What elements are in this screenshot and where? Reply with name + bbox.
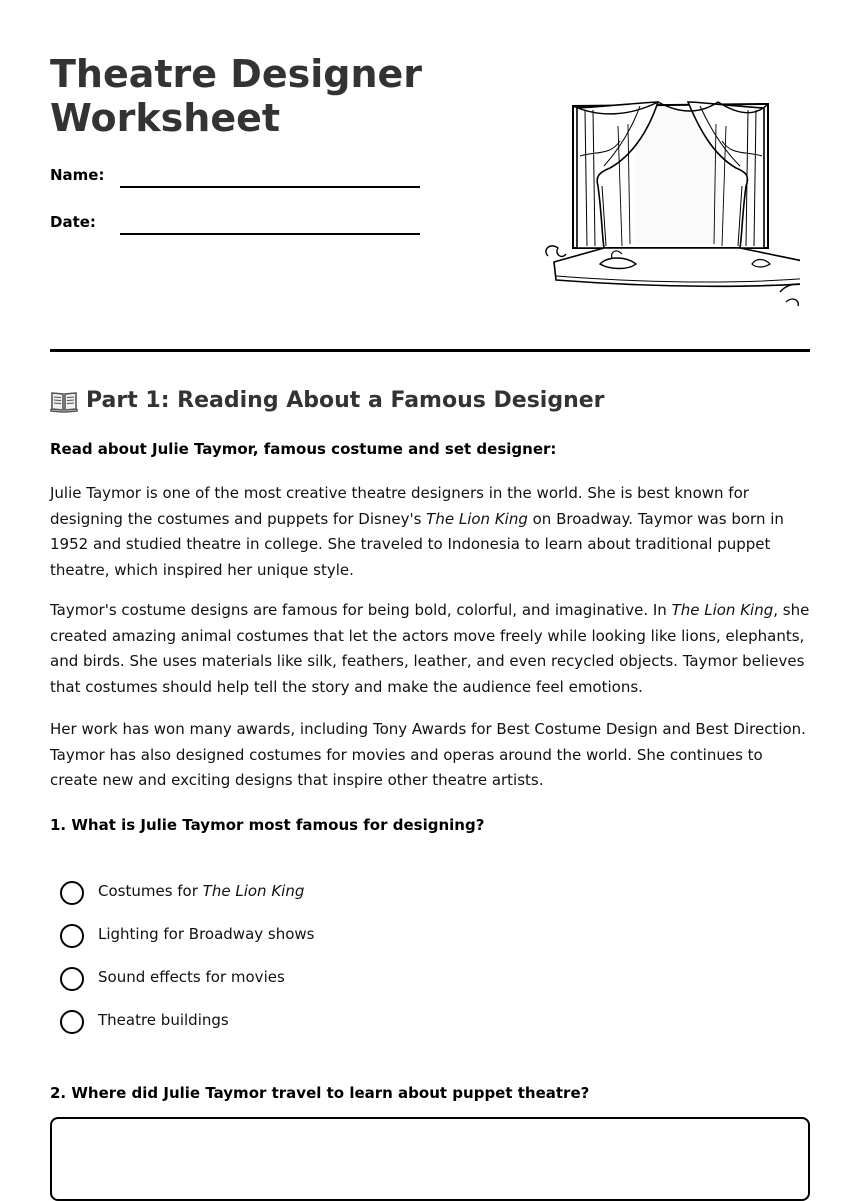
part1-title	[50, 388, 605, 413]
worksheet-page	[50, 0, 810, 1161]
part1-title-text: Part 1: Reading About a Famous Designer	[86, 388, 605, 413]
date-label: Date:	[50, 213, 96, 231]
question-1-option[interactable]	[60, 965, 560, 1008]
paragraph-2-text-start: Taymor's costume designs are famous for being bold, colorful, and imaginative. In	[50, 601, 672, 619]
name-write-line[interactable]	[120, 186, 420, 188]
paragraph-1-text-start: Julie Taymor is one of the most creative theatre designers in the world. She is best known for designing the costumes and puppets for Disney's	[50, 484, 749, 528]
reading-paragraph-1	[50, 481, 810, 583]
page-title: Theatre Designer Worksheet	[50, 52, 423, 140]
option-label-title: The Lion King	[202, 882, 305, 900]
question-2: 2. Where did Julie Taymor travel to learn about puppet theatre?	[50, 1084, 590, 1102]
open-book-icon	[50, 389, 78, 413]
option-label: Lighting for Broadway shows	[98, 925, 315, 943]
question-1-option[interactable]	[60, 879, 560, 922]
header-divider	[50, 349, 810, 352]
date-write-line[interactable]	[120, 233, 420, 235]
option-label: Theatre buildings	[98, 1011, 229, 1029]
question-1-option[interactable]	[60, 922, 560, 965]
option-label	[98, 879, 304, 903]
radio-button[interactable]	[60, 1010, 84, 1034]
option-label: Sound effects for movies	[98, 968, 285, 986]
paragraph-1-title: The Lion King	[426, 509, 528, 528]
name-field	[50, 166, 420, 196]
worksheet-header	[50, 0, 810, 352]
option-label-text: Costumes for	[98, 882, 203, 900]
reading-paragraph-2	[50, 598, 810, 700]
radio-button[interactable]	[60, 924, 84, 948]
radio-button[interactable]	[60, 881, 84, 905]
question-2-answer-box[interactable]	[50, 1117, 810, 1201]
reading-paragraph-3: Her work has won many awards, including Tony Awards for Best Costume Design and Best Direction. Taymor has also designed costumes for movies and operas around the world. She continues to create new and exciting designs that inspire other theatre artists.	[50, 720, 806, 790]
question-1-options	[60, 879, 560, 1051]
question-1: 1. What is Julie Taymor most famous for designing?	[50, 816, 485, 834]
paragraph-2-text-end: , she created amazing animal costumes that let the actors move freely while looking like lions, elephants, and birds. She uses materials like silk, feathers, leather, and even recycled objects. Taymor believes that costumes should help tell the story and make the audience feel emotions.	[50, 601, 810, 696]
paragraph-2-title: The Lion King	[671, 601, 774, 619]
radio-button[interactable]	[60, 967, 84, 991]
date-field	[50, 213, 420, 243]
reading-intro: Read about Julie Taymor, famous costume and set designer:	[50, 440, 557, 458]
paragraph-1-text-end: on Broadway. Taymor was born in 1952 and studied theatre in college. She traveled to Indonesia to learn about traditional puppet theatre, which inspired her unique style.	[50, 509, 784, 579]
theatre-stage-illustration	[540, 96, 800, 316]
question-1-option[interactable]	[60, 1008, 560, 1051]
name-label: Name:	[50, 166, 105, 184]
